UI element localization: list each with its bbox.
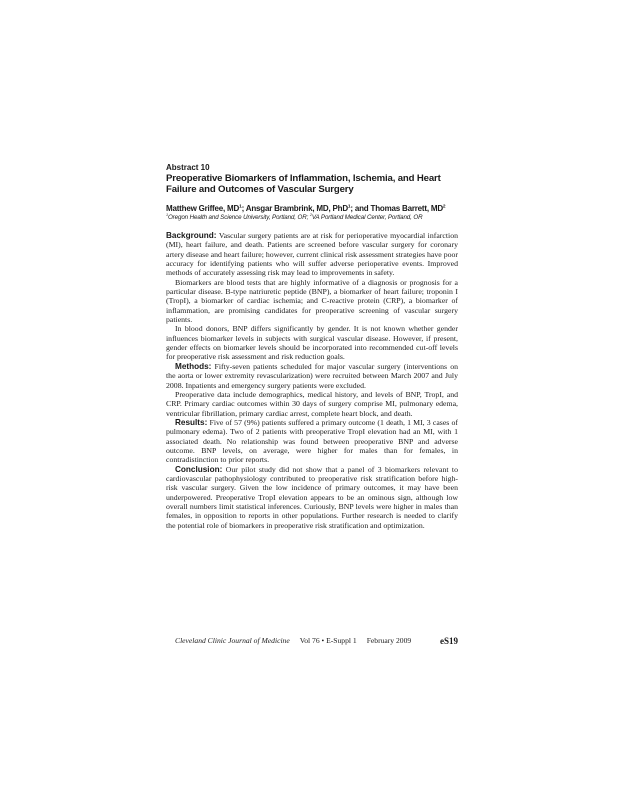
journal-name: Cleveland Clinic Journal of Medicine — [175, 636, 290, 645]
author-brambrink: ; Ansgar Brambrink, MD, PhD — [241, 204, 348, 213]
background-paragraph-3: In blood donors, BNP differs significantly by gender. It is not known whether gender influences biomarker levels in subjects with surgical vascular disease. However, if present, gender effects on biomarker levels should be incorporated into recommended cut-off levels for preoperative risk assessment and risk reduction goals. — [166, 324, 458, 362]
methods-text: Fifty-seven patients scheduled for major vascular surgery (interventions on the aorta or lower extremity revascularization) were recruited between March 2007 and July 2008. Inpatients and emergency surgery patients were excluded. — [166, 361, 458, 390]
author-sup: 2 — [442, 204, 446, 210]
methods-paragraph — [166, 362, 458, 390]
author-sup: 1 — [239, 204, 242, 210]
background-text: Vascular surgery patients are at risk for perioperative myocardial infarction (MI), heart failure, and death. Patients are screened before vascular surgery for coronary artery disease and heart failure; however, current clinical risk assessment strategies have poor accuracy for identifying patients who will suffer adverse perioperative events. Improved methods of accurately assessing risk may lead to improvements in safety. — [166, 231, 458, 278]
issue-date: February 2009 — [366, 636, 412, 645]
author-sup: 1 — [347, 204, 351, 210]
affiliation-sup: 2 — [309, 212, 312, 217]
author-list — [166, 204, 458, 214]
affiliation-ohsu: Oregon Health and Science University, Portland, OR; — [167, 214, 310, 221]
results-text: Five of 57 (9%) patients suffered a primary outcome (1 death, 1 MI, 3 cases of pulmonary edema). Two of 2 patients with preoperative TropI elevation had an MI, with 1 associated death. No relationship was found between preoperative BNP and adverse outcome. BNP levels, on average, were higher for males than for females, in contradistinction to prior reports. — [166, 417, 458, 465]
author-barrett: ; and Thomas Barrett, MD — [350, 204, 443, 213]
background-paragraph — [166, 231, 458, 278]
page-number: eS19 — [440, 636, 458, 646]
results-paragraph — [166, 418, 458, 465]
methods-paragraph-2: Preoperative data include demographics, medical history, and levels of BNP, TropI, and CRP. Primary cardiac outcomes within 30 days of surgery comprise MI, pulmonary edema, ventricular fibrillation, primary cardiac arrest, complete heart block, and death. — [166, 389, 458, 418]
conclusion-heading: Conclusion: — [175, 464, 223, 474]
abstract-number: Abstract 10 — [166, 163, 210, 172]
conclusion-paragraph — [166, 465, 458, 530]
background-heading: Background: — [166, 231, 217, 240]
affiliation-va: VA Portland Medical Center, Portland, OR — [311, 214, 423, 221]
results-heading: Results: — [175, 417, 208, 427]
author-griffee: Matthew Griffee, MD — [166, 204, 240, 213]
affiliations — [166, 214, 458, 222]
abstract-title: Preoperative Biomarkers of Inflammation, Ischemia, and Heart Failure and Outcomes of Vascular Surgery — [166, 173, 441, 195]
affiliation-sup: 1 — [166, 212, 168, 217]
conclusion-text: Our pilot study did not show that a panel of 3 biomarkers relevant to cardiovascular pathophysiology contributed to preoperative risk stratification before high-risk vascular surgery. Given the low incidence of primary outcomes, it may have been underpowered. Preoperative TropI elevation appears to be an ominous sign, although low overall numbers limit statistical inferences. Curiously, BNP levels were higher in males than females, in opposition to reports in other populations. Further research is needed to clarify the potential role of biomarkers in preoperative risk stratification and optimization. — [166, 464, 458, 530]
methods-heading: Methods: — [175, 361, 212, 371]
abstract-block — [166, 163, 458, 530]
page-footer — [175, 636, 458, 646]
background-paragraph-2: Biomarkers are blood tests that are highly informative of a diagnosis or prognosis for a particular disease. B-type natriuretic peptide (BNP), a biomarker of heart failure; troponin I (TropI), a biomarker of cardiac ischemia; and C-reactive protein (CRP), a biomarker of inflammation, are promising candidates for preoperative screening of vascular surgery patients. — [166, 277, 458, 325]
abstract-body — [166, 231, 458, 530]
volume-info: Vol 76 • E-Suppl 1 — [299, 636, 357, 645]
